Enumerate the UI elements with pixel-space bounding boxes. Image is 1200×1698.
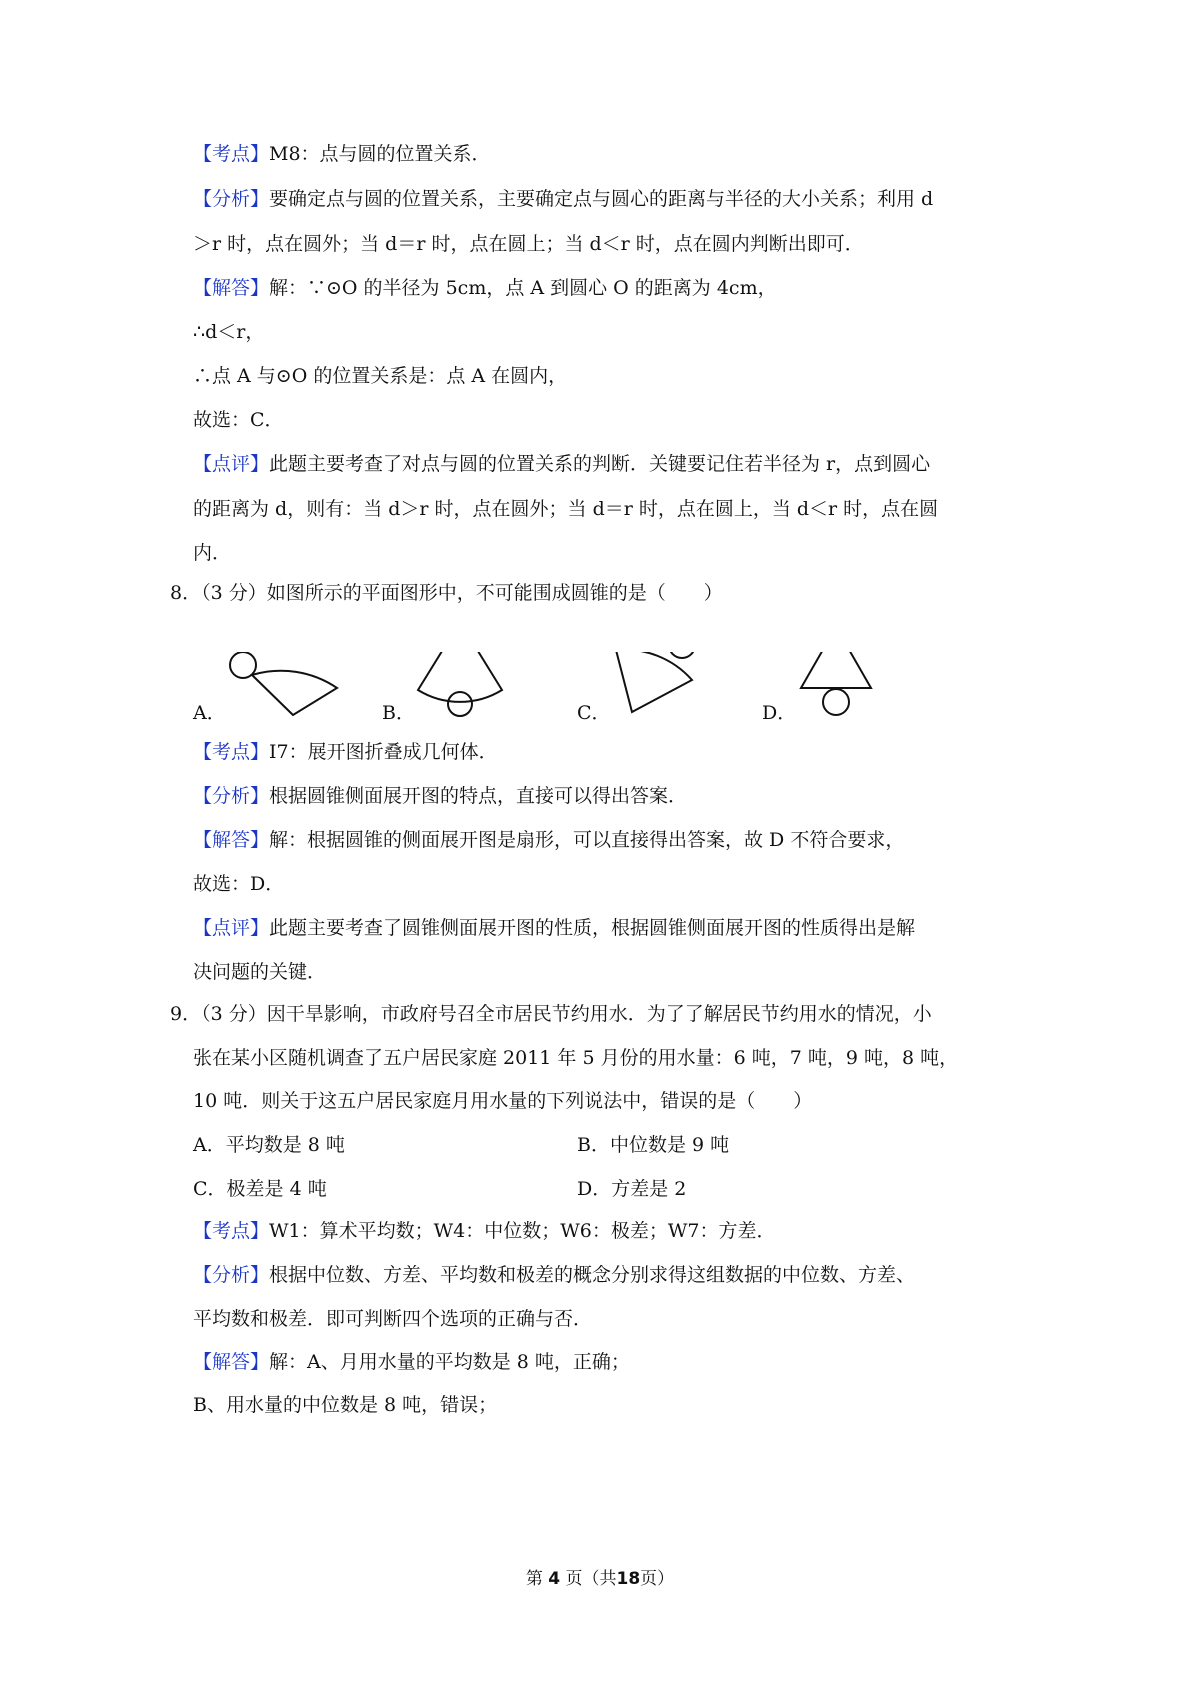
q9-fenxi <box>193 1260 915 1290</box>
footer-middle: 页（共 <box>565 1569 617 1589</box>
q9-jieda <box>193 1347 630 1377</box>
jieda-text: 解：根据圆锥的侧面展开图是扇形，可以直接得出答案，故 D 不符合要求， <box>269 829 905 851</box>
jieda-text: 解：A、月用水量的平均数是 8 吨，正确； <box>269 1351 630 1373</box>
q9-stem: 9．（3 分）因干旱影响，市政府号召全市居民节约用水．为了了解居民节约用水的情况，小 <box>170 1003 932 1025</box>
q9-stem-line3: 10 吨．则关于这五户居民家庭月用水量的下列说法中，错误的是（ ） <box>193 1090 813 1112</box>
footer-page-number: 4 <box>548 1569 561 1589</box>
fenxi-text: 要确定点与圆的位置关系，主要确定点与圆心的距离与半径的大小关系；利用 d <box>269 188 934 210</box>
page-footer <box>0 1567 1200 1591</box>
q7-dianping-line2: 的距离为 d，则有：当 d＞r 时，点在圆外；当 d＝r 时，点在圆上，当 d＜r 时，点在圆 <box>193 498 939 520</box>
option-b-figure <box>418 652 502 716</box>
kaodian-text: W1：算术平均数；W4：中位数；W6：极差；W7：方差． <box>269 1220 776 1242</box>
kaodian-tag: 【考点】 <box>193 143 270 165</box>
q7-dianping-line3: 内． <box>193 542 232 564</box>
jieda-tag: 【解答】 <box>193 829 270 851</box>
q8-jieda <box>193 825 904 855</box>
fenxi-tag: 【分析】 <box>193 1264 270 1286</box>
option-d-label: D． <box>762 702 797 724</box>
fenxi-text: 根据中位数、方差、平均数和极差的概念分别求得这组数据的中位数、方差、 <box>269 1264 916 1286</box>
option-c-sector <box>616 652 692 712</box>
option-c-circle <box>669 652 695 658</box>
kaodian-tag: 【考点】 <box>193 1220 270 1242</box>
q7-dianping <box>193 449 930 479</box>
q7-kaodian <box>193 139 491 169</box>
q9-fenxi-line2: 平均数和极差．即可判断四个选项的正确与否． <box>193 1308 593 1330</box>
kaodian-tag: 【考点】 <box>193 741 270 763</box>
footer-prefix: 第 <box>525 1569 543 1589</box>
q9-option-a: A．平均数是 8 吨 <box>193 1134 345 1156</box>
option-a-label: A． <box>193 702 226 724</box>
q8-stem: 8．（3 分）如图所示的平面图形中，不可能围成圆锥的是（ ） <box>170 582 723 604</box>
q8-kaodian <box>193 737 498 767</box>
option-b-label: B． <box>382 702 415 724</box>
q9-jieda-line2: B、用水量的中位数是 8 吨，错误； <box>193 1394 498 1416</box>
dianping-text: 此题主要考查了对点与圆的位置关系的判断．关键要记住若半径为 r，点到圆心 <box>269 453 931 475</box>
option-c-figure <box>616 652 695 712</box>
kaodian-text: M8：点与圆的位置关系． <box>269 143 491 165</box>
jieda-tag: 【解答】 <box>193 277 270 299</box>
q8-dianping <box>193 913 915 943</box>
q7-fenxi <box>193 184 933 214</box>
option-a-sector <box>252 671 337 715</box>
q7-jieda-line4: 故选：C． <box>193 409 284 431</box>
option-c-label: C． <box>577 702 611 724</box>
option-d-triangle <box>801 652 871 688</box>
dianping-tag: 【点评】 <box>193 917 270 939</box>
footer-total-pages: 18 <box>616 1569 641 1589</box>
fenxi-tag: 【分析】 <box>193 188 270 210</box>
footer-suffix: 页） <box>640 1569 675 1589</box>
option-b-sector <box>418 652 502 702</box>
q7-jieda <box>193 273 777 303</box>
option-d-figure <box>801 652 871 715</box>
q7-jieda-line3: ∴点 A 与⊙O 的位置关系是：点 A 在圆内， <box>193 365 568 387</box>
dianping-text: 此题主要考查了圆锥侧面展开图的性质，根据圆锥侧面展开图的性质得出是解 <box>269 917 916 939</box>
q9-stem-line2: 张在某小区随机调查了五户居民家庭 2011 年 5 月份的用水量：6 吨，7 吨，9 吨，8 吨， <box>193 1047 959 1069</box>
kaodian-text: I7：展开图折叠成几何体． <box>269 741 498 763</box>
q9-option-d: D．方差是 2 <box>577 1178 687 1200</box>
fenxi-tag: 【分析】 <box>193 785 270 807</box>
dianping-tag: 【点评】 <box>193 453 270 475</box>
jieda-tag: 【解答】 <box>193 1351 270 1373</box>
fenxi-text: 根据圆锥侧面展开图的特点，直接可以得出答案． <box>269 785 688 807</box>
option-d-circle <box>823 689 849 715</box>
q9-option-b: B．中位数是 9 吨 <box>577 1134 730 1156</box>
q8-jieda-line2: 故选：D． <box>193 873 285 895</box>
q9-kaodian <box>193 1216 776 1246</box>
q7-jieda-line2: ∴d＜r， <box>193 321 265 343</box>
q7-fenxi-line2: ＞r 时，点在圆外；当 d＝r 时，点在圆上；当 d＜r 时，点在圆内判断出即可． <box>193 233 864 255</box>
jieda-text: 解：∵⊙O 的半径为 5cm，点 A 到圆心 O 的距离为 4cm， <box>269 277 777 299</box>
q8-fenxi <box>193 781 687 811</box>
q8-dianping-line2: 决问题的关键． <box>193 961 327 983</box>
option-a-figure <box>230 652 337 715</box>
option-b-circle <box>448 692 472 716</box>
q9-option-c: C．极差是 4 吨 <box>193 1178 327 1200</box>
